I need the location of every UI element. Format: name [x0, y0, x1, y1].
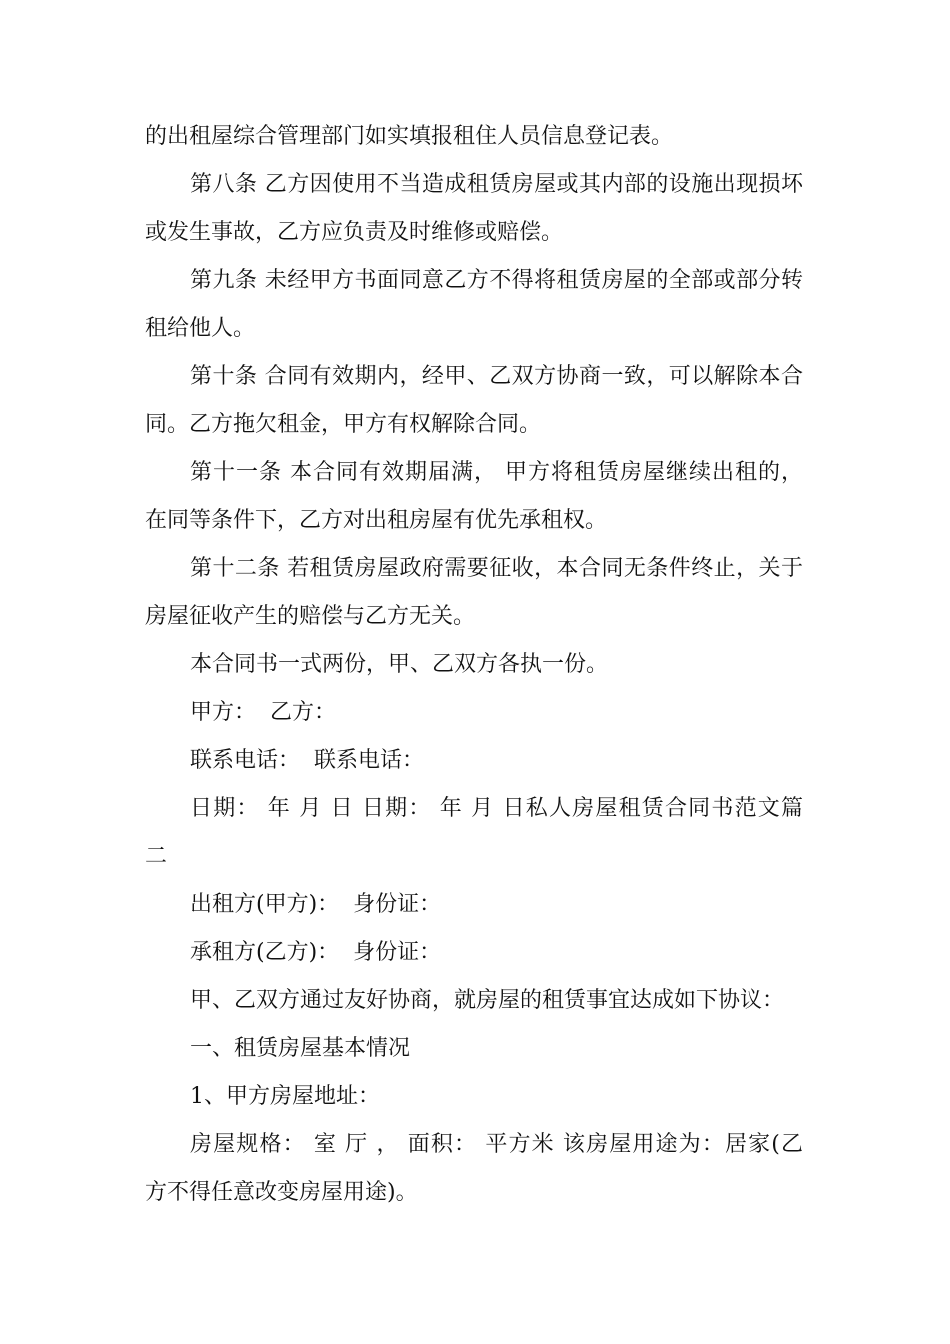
section-heading: 一、租赁房屋基本情况: [190, 1036, 411, 1061]
article-10-line-1: 第十条 合同有效期内，经甲、乙双方协商一致，可以解除本合: [190, 364, 803, 389]
copies-clause: 本合同书一式两份，甲、乙双方各执一份。: [190, 652, 609, 677]
agreement-intro: 甲、乙双方通过友好协商，就房屋的租赁事宜达成如下协议：: [190, 988, 785, 1013]
article-11-line-1: 第十一条 本合同有效期届满， 甲方将租赁房屋继续出租的，: [190, 460, 803, 485]
lessee-line: 承租方(乙方)： 身份证：: [190, 940, 442, 965]
article-8-line-2: 或发生事故，乙方应负责及时维修或赔偿。: [145, 220, 564, 245]
spec-line-2: 方不得任意改变房屋用途)。: [145, 1180, 418, 1205]
address-line: 1、甲方房屋地址：: [190, 1084, 380, 1109]
article-8-line-1: 第八条 乙方因使用不当造成租赁房屋或其内部的设施出现损坏: [190, 172, 803, 197]
spec-line-1: 房屋规格： 室 厅 ， 面积： 平方米 该房屋用途为：居家(乙: [190, 1132, 803, 1157]
article-9-line-1: 第九条 未经甲方书面同意乙方不得将租赁房屋的全部或部分转: [190, 268, 803, 293]
paragraph-line: 的出租屋综合管理部门如实填报租住人员信息登记表。: [145, 124, 674, 149]
lessor-line: 出租方(甲方)： 身份证：: [190, 892, 442, 917]
article-9-line-2: 租给他人。: [145, 316, 256, 341]
party-signature-line: 甲方： 乙方：: [190, 700, 336, 725]
date-title-line-1: 日期： 年 月 日 日期： 年 月 日私人房屋租赁合同书范文篇: [190, 796, 803, 821]
article-10-line-2: 同。乙方拖欠租金，甲方有权解除合同。: [145, 412, 542, 437]
article-12-line-1: 第十二条 若租赁房屋政府需要征收，本合同无条件终止，关于: [190, 556, 803, 581]
phone-line: 联系电话： 联系电话：: [190, 748, 424, 773]
article-12-line-2: 房屋征收产生的赔偿与乙方无关。: [145, 604, 476, 629]
date-title-line-2: 二: [145, 844, 168, 869]
article-11-line-2: 在同等条件下，乙方对出租房屋有优先承租权。: [145, 508, 608, 533]
